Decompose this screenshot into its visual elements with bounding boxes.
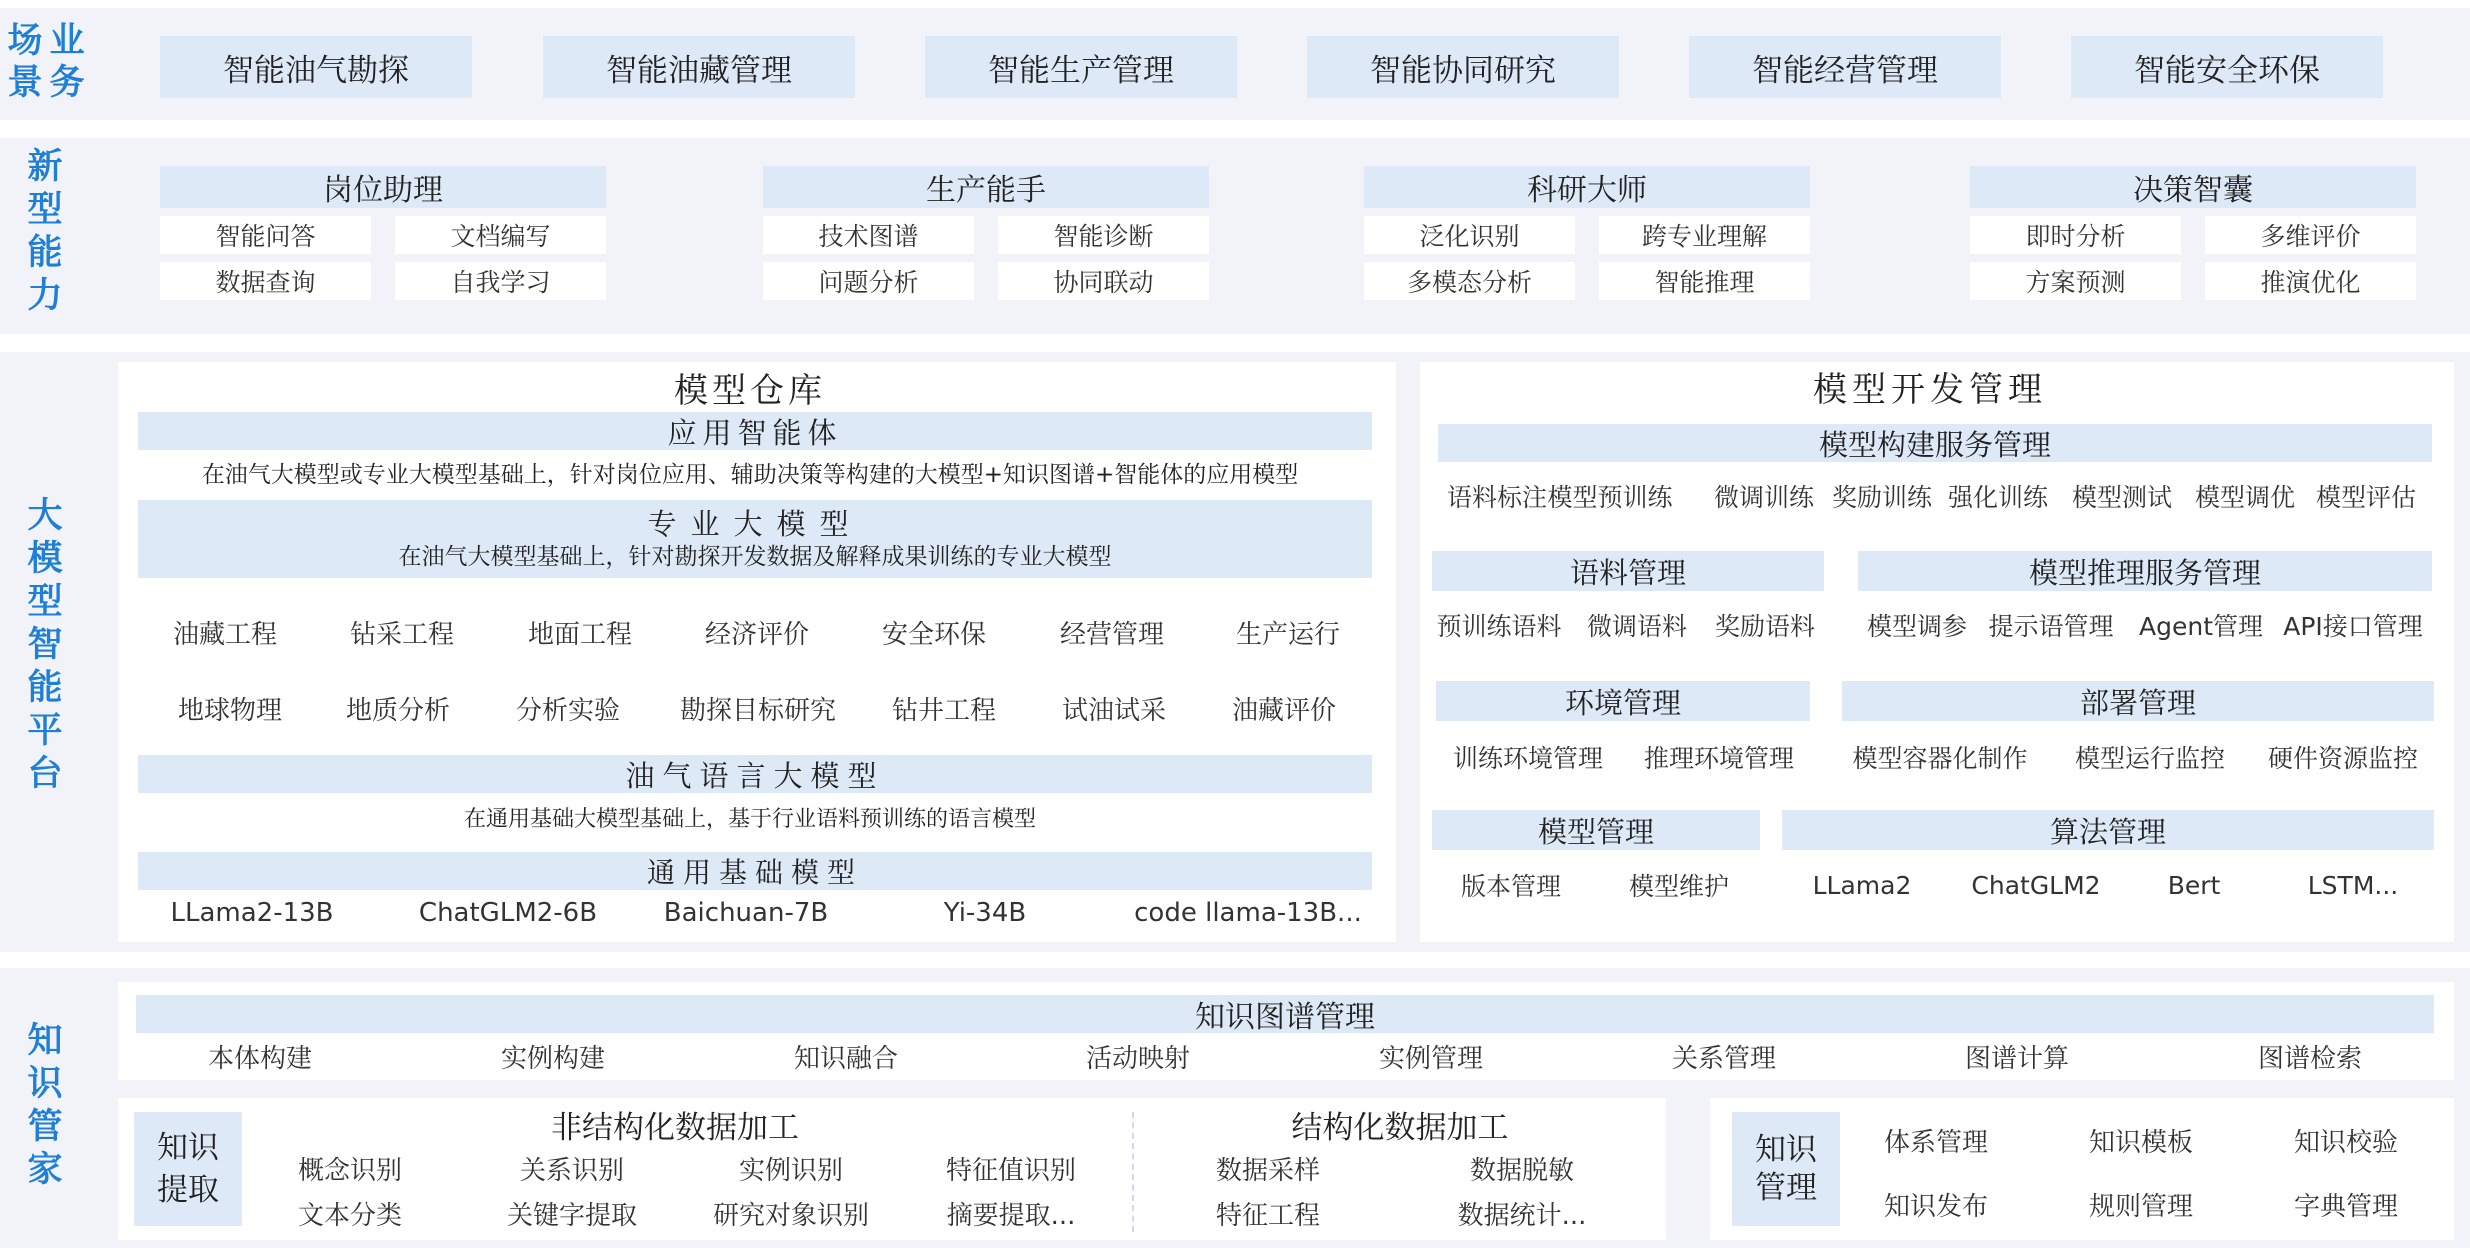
env-item[interactable]: 推理环境管理 bbox=[1643, 744, 1794, 773]
kg-item[interactable]: 本体构建 bbox=[207, 1043, 312, 1074]
kg-item[interactable]: 图谱计算 bbox=[1964, 1043, 2069, 1074]
km-item[interactable]: 字典管理 bbox=[2293, 1191, 2398, 1222]
capability-item[interactable]: 自我学习 bbox=[395, 262, 606, 300]
algo-item[interactable]: ChatGLM2 bbox=[1971, 870, 2101, 900]
scenario-layer-label: 场 业 景 务 bbox=[7, 21, 85, 103]
pro-model-item[interactable]: 安全环保 bbox=[881, 619, 986, 650]
capability-item[interactable]: 协同联动 bbox=[998, 262, 1209, 300]
deploy-item[interactable]: 硬件资源监控 bbox=[2267, 744, 2418, 773]
inference-item[interactable]: 模型调参 bbox=[1866, 612, 1967, 641]
capability-item[interactable]: 跨专业理解 bbox=[1599, 216, 1810, 254]
extraction-label: 知识提取 bbox=[134, 1112, 242, 1226]
kg-item[interactable]: 知识融合 bbox=[793, 1043, 898, 1074]
capability-item[interactable]: 数据查询 bbox=[160, 262, 371, 300]
pro-model-item[interactable]: 分析实验 bbox=[515, 695, 620, 726]
unstructured-item[interactable]: 摘要提取... bbox=[946, 1200, 1076, 1231]
unstructured-item[interactable]: 概念识别 bbox=[297, 1155, 402, 1186]
kg-item[interactable]: 关系管理 bbox=[1671, 1043, 1776, 1074]
pro-model-item[interactable]: 油藏工程 bbox=[172, 619, 277, 650]
deploy-item[interactable]: 模型运行监控 bbox=[2074, 744, 2225, 773]
capability-layer-label: 新 型 能 力 bbox=[27, 147, 63, 316]
build-service-title: 模型构建服务管理 bbox=[1438, 424, 2432, 462]
pro-model-item[interactable]: 地面工程 bbox=[527, 619, 632, 650]
corpus-item[interactable]: 微调语料 bbox=[1586, 612, 1687, 641]
structured-item[interactable]: 特征工程 bbox=[1215, 1200, 1320, 1231]
scenario-item-label: 智能协同研究 bbox=[1370, 52, 1556, 89]
kg-item[interactable]: 实例构建 bbox=[500, 1043, 605, 1074]
build-service-item[interactable]: 奖励训练 bbox=[1831, 483, 1932, 512]
pro-model-item[interactable]: 经济评价 bbox=[704, 619, 809, 650]
base-model-item[interactable]: Baichuan-7B bbox=[663, 898, 829, 928]
unstructured-item[interactable]: 文本分类 bbox=[297, 1200, 402, 1231]
base-model-item[interactable]: Yi-34B bbox=[943, 898, 1027, 928]
build-service-item[interactable]: 模型调优 bbox=[2194, 483, 2295, 512]
build-service-item[interactable]: 模型预训练 bbox=[1547, 483, 1673, 512]
app-agent-title: 应用智能体 bbox=[138, 412, 1372, 450]
deploy-title: 部署管理 bbox=[1842, 681, 2434, 721]
unstructured-item[interactable]: 关键字提取 bbox=[506, 1200, 637, 1231]
pro-model-item[interactable]: 钻井工程 bbox=[891, 695, 996, 726]
knowledge-layer-label: 知 识 管 家 bbox=[27, 1021, 63, 1190]
capability-item[interactable]: 推演优化 bbox=[2205, 262, 2416, 300]
km-item[interactable]: 知识模板 bbox=[2088, 1127, 2193, 1158]
km-item[interactable]: 知识发布 bbox=[1883, 1191, 1988, 1222]
scenario-item[interactable] bbox=[2071, 36, 2383, 98]
capability-item[interactable]: 多模态分析 bbox=[1364, 262, 1575, 300]
model-mgmt-item[interactable]: 模型维护 bbox=[1628, 872, 1729, 901]
inference-item[interactable]: Agent管理 bbox=[2139, 612, 2263, 641]
structured-item[interactable]: 数据脱敏 bbox=[1469, 1155, 1574, 1186]
pro-model-item[interactable]: 地质分析 bbox=[345, 695, 450, 726]
oil-lang-desc: 在通用基础大模型基础上，基于行业语料预训练的语言模型 bbox=[463, 806, 1036, 832]
inference-title: 模型推理服务管理 bbox=[1858, 551, 2432, 591]
capability-item[interactable]: 问题分析 bbox=[763, 262, 974, 300]
env-title: 环境管理 bbox=[1436, 681, 1810, 721]
divider bbox=[1132, 1112, 1134, 1232]
env-item[interactable]: 训练环境管理 bbox=[1452, 744, 1603, 773]
inference-item[interactable]: 提示语管理 bbox=[1988, 612, 2114, 641]
scenario-item-label: 智能油藏管理 bbox=[606, 52, 792, 89]
kg-item[interactable]: 实例管理 bbox=[1378, 1043, 1483, 1074]
pro-model-block bbox=[138, 500, 1372, 578]
capability-item[interactable]: 智能问答 bbox=[160, 216, 371, 254]
scenario-item-label: 智能生产管理 bbox=[988, 52, 1174, 89]
capability-item[interactable]: 智能诊断 bbox=[998, 216, 1209, 254]
capability-group-title[interactable]: 岗位助理 bbox=[160, 166, 606, 208]
capability-group-title[interactable]: 生产能手 bbox=[763, 166, 1209, 208]
app-agent-desc: 在油气大模型或专业大模型基础上，针对岗位应用、辅助决策等构建的大模型+知识图谱+智能体的应用模型 bbox=[201, 461, 1299, 488]
unstructured-item[interactable]: 实例识别 bbox=[738, 1155, 843, 1186]
algo-title: 算法管理 bbox=[1782, 810, 2434, 850]
pro-model-item[interactable]: 生产运行 bbox=[1235, 619, 1340, 650]
base-model-item[interactable]: code llama-13B... bbox=[1134, 898, 1362, 928]
corpus-item[interactable]: 奖励语料 bbox=[1714, 612, 1815, 641]
corpus-title: 语料管理 bbox=[1432, 551, 1824, 591]
unstructured-item[interactable]: 研究对象识别 bbox=[712, 1200, 869, 1231]
corpus-item[interactable]: 预训练语料 bbox=[1436, 612, 1562, 641]
capability-item[interactable]: 方案预测 bbox=[1970, 262, 2181, 300]
build-service-item[interactable]: 语料标注 bbox=[1446, 483, 1547, 512]
structured-item[interactable]: 数据采样 bbox=[1215, 1155, 1320, 1186]
base-model-title: 通用基础模型 bbox=[138, 852, 1372, 890]
scenario-item[interactable] bbox=[1689, 36, 2001, 98]
pro-model-item[interactable]: 地球物理 bbox=[177, 695, 282, 726]
deploy-item[interactable]: 模型容器化制作 bbox=[1852, 744, 2028, 773]
scenario-item[interactable] bbox=[925, 36, 1237, 98]
scenario-item[interactable] bbox=[160, 36, 472, 98]
algo-item[interactable]: LSTM... bbox=[2307, 870, 2399, 900]
km-item[interactable]: 知识校验 bbox=[2293, 1127, 2398, 1158]
km-label: 知识管理 bbox=[1732, 1112, 1840, 1226]
capability-item[interactable]: 多维评价 bbox=[2205, 216, 2416, 254]
model-mgmt-title: 模型管理 bbox=[1432, 810, 1760, 850]
capability-item[interactable]: 智能推理 bbox=[1599, 262, 1810, 300]
pro-model-item[interactable]: 钻采工程 bbox=[349, 619, 454, 650]
capability-group-title[interactable]: 科研大师 bbox=[1364, 166, 1810, 208]
pro-model-item[interactable]: 油藏评价 bbox=[1231, 695, 1336, 726]
pro-model-desc: 在油气大模型基础上，针对勘探开发数据及解释成果训练的专业大模型 bbox=[398, 544, 1112, 570]
model-warehouse-title: 模型仓库 bbox=[674, 370, 826, 411]
unstructured-item[interactable]: 关系识别 bbox=[519, 1155, 624, 1186]
unstructured-title: 非结构化数据加工 bbox=[551, 1109, 799, 1146]
kg-title: 知识图谱管理 bbox=[136, 995, 2434, 1033]
kg-item[interactable]: 活动映射 bbox=[1085, 1043, 1190, 1074]
platform-layer-label: 大 模 型 智 能 平 台 bbox=[27, 496, 63, 794]
build-service-item[interactable]: 模型评估 bbox=[2315, 483, 2416, 512]
pro-model-item[interactable]: 试油试采 bbox=[1061, 695, 1166, 726]
model-dev-title: 模型开发管理 bbox=[1813, 369, 2047, 410]
capability-item[interactable]: 文档编写 bbox=[395, 216, 606, 254]
scenario-item-label: 智能安全环保 bbox=[2134, 52, 2320, 89]
model-mgmt-item[interactable]: 版本管理 bbox=[1460, 872, 1561, 901]
scenario-item-label: 智能经营管理 bbox=[1752, 52, 1938, 89]
scenario-item[interactable] bbox=[1307, 36, 1619, 98]
km-item[interactable]: 体系管理 bbox=[1883, 1127, 1988, 1158]
capability-group-title[interactable]: 决策智囊 bbox=[1970, 166, 2416, 208]
algo-item[interactable]: Bert bbox=[2167, 870, 2221, 900]
capability-item[interactable]: 技术图谱 bbox=[763, 216, 974, 254]
build-service-item[interactable]: 微调训练 bbox=[1713, 483, 1814, 512]
pro-model-title: 专业大模型 bbox=[647, 507, 863, 541]
inference-item[interactable]: API接口管理 bbox=[2283, 612, 2423, 641]
scenario-item-label: 智能油气勘探 bbox=[223, 52, 409, 89]
km-item[interactable]: 规则管理 bbox=[2088, 1191, 2193, 1222]
algo-item[interactable]: LLama2 bbox=[1812, 870, 1912, 900]
oil-lang-title: 油气语言大模型 bbox=[138, 755, 1372, 793]
unstructured-item[interactable]: 特征值识别 bbox=[945, 1155, 1076, 1186]
pro-model-item[interactable]: 经营管理 bbox=[1059, 619, 1164, 650]
kg-item[interactable]: 图谱检索 bbox=[2257, 1043, 2362, 1074]
pro-model-item[interactable]: 勘探目标研究 bbox=[679, 695, 836, 726]
structured-title: 结构化数据加工 bbox=[1291, 1109, 1509, 1146]
capability-item[interactable]: 泛化识别 bbox=[1364, 216, 1575, 254]
build-service-item[interactable]: 模型测试 bbox=[2071, 483, 2172, 512]
scenario-item[interactable] bbox=[543, 36, 855, 98]
base-model-item[interactable]: ChatGLM2-6B bbox=[418, 898, 598, 928]
build-service-item[interactable]: 强化训练 bbox=[1947, 483, 2048, 512]
capability-item[interactable]: 即时分析 bbox=[1970, 216, 2181, 254]
base-model-item[interactable]: LLama2-13B bbox=[170, 898, 334, 928]
structured-item[interactable]: 数据统计... bbox=[1457, 1200, 1587, 1231]
